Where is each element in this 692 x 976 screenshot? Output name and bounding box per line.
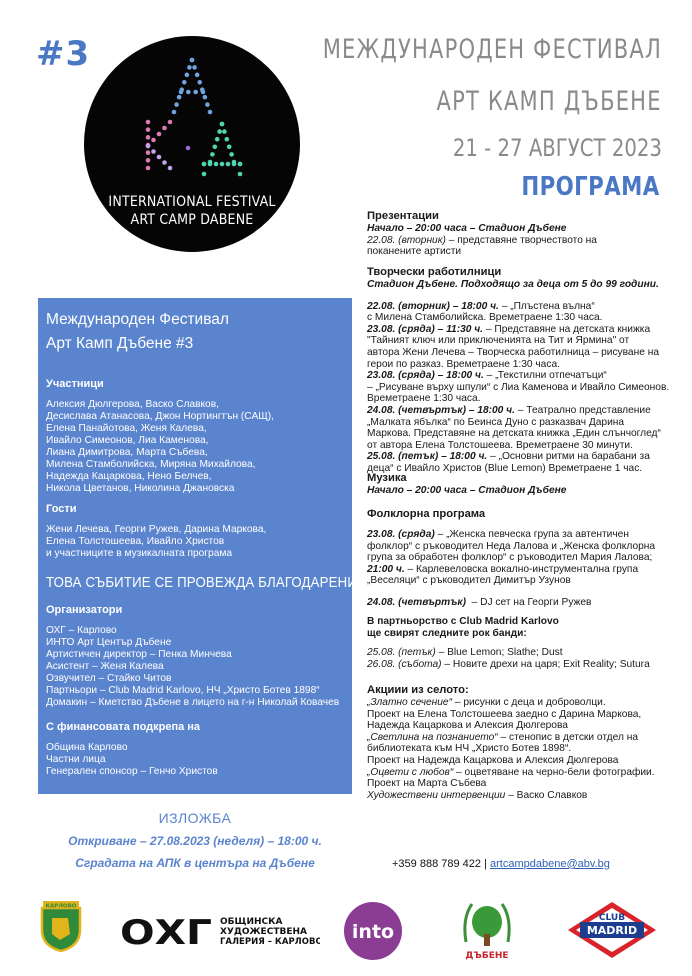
logo-dot: [210, 152, 215, 157]
logo-dot: [208, 110, 213, 115]
workshop-text: – Театрално представление: [517, 404, 651, 416]
rock-heading: ще свирят следните рок банди:: [367, 627, 527, 639]
panel-title-line1: Международен Фестивал: [46, 311, 229, 328]
folklore-date: 23.08. (сряда): [367, 529, 435, 540]
organizers-line: Озвучител – Стайко Читов: [46, 673, 172, 684]
presentations-date: 22.08. (вторник): [367, 234, 446, 246]
folklore-time: 21:00 ч.: [367, 563, 405, 575]
participants-list: [46, 399, 352, 495]
into-logo: [344, 902, 402, 960]
participants-line: Надежда Кацаркова, Нено Белчев,: [46, 471, 212, 482]
logo-dot: [203, 95, 208, 100]
guests-heading: Гости: [46, 503, 77, 515]
workshop-text: автора Жени Лечева – Творческа работилница – рисуване на: [367, 346, 660, 358]
action-title: „Златно сечение“: [367, 697, 452, 708]
logo-dot: [208, 162, 213, 167]
logo-text-line1: INTERNATIONAL FESTIVAL: [108, 194, 276, 210]
ohg-line2: ХУДОЖЕСТВЕНА: [220, 927, 307, 937]
dabene-label: ДЪБЕНЕ: [465, 951, 509, 961]
karlovo-crest-logo: [38, 900, 84, 952]
logo-dot: [177, 95, 182, 100]
guests-list: [46, 524, 352, 560]
logo-dot: [179, 90, 184, 95]
workshop-text: – „Основни ритми на барабани за: [490, 451, 650, 463]
workshop-date: 24.08. (четвъртък) – 18:00 ч.: [367, 404, 515, 416]
organizers-line: Асистент – Женя Калева: [46, 661, 164, 672]
contact-line: [392, 858, 610, 870]
logo-dot: [146, 144, 151, 149]
workshop-text: – „Рисуване върху шпули“ с Лиа Каменова и Ивайло Симеонов.: [367, 381, 670, 393]
organizers-line: Артистичен директор – Пенка Минчева: [46, 649, 232, 660]
action-text: Проект на Елена Толстошеева заедно с Дарина Маркова,: [367, 708, 642, 720]
organizers-line: Партньори – Club Madrid Karlovo, НЧ „Христо Ботев 1898“: [46, 685, 320, 696]
logo-dot: [229, 152, 234, 157]
ohg-line1: ОБЩИНСКА: [220, 917, 283, 927]
finance-line: Частни лица: [46, 754, 106, 765]
music-heading: Музика: [367, 472, 407, 484]
logo-dot: [232, 162, 237, 167]
exhibition-heading: ИЗЛОЖБА: [158, 810, 232, 826]
action-text: библиотеката към НЧ „Христо Ботев 1898“.: [367, 743, 572, 755]
rock-date: 26.08. (събота): [367, 658, 442, 670]
finance-list: [46, 742, 352, 778]
logo-dot: [151, 149, 156, 154]
action-text: – оцветяване на черно-бели фотографии.: [453, 766, 655, 778]
festival-title-line1: МЕЖДУНАРОДЕН ФЕСТИВАЛ: [322, 34, 662, 65]
logo-dot: [151, 138, 156, 143]
action-title: „Светлина на познанието“: [367, 731, 498, 743]
festival-title-line2: АРТ КАМП ДЪБЕНЕ: [436, 86, 662, 117]
guests-line: и участниците в музикалната програма: [46, 548, 233, 559]
folklore-text: – Карлевеловска вокално-инструментална група: [407, 563, 639, 575]
finance-line: Община Карлово: [46, 742, 128, 753]
participants-line: Алексия Дюлгерова, Васко Славков,: [46, 399, 219, 410]
logo-dot: [146, 135, 151, 140]
workshop-text: – Представяне на детската книжка: [485, 323, 651, 335]
presentations-text: – представяне творчеството на: [448, 234, 597, 246]
rock-text: – Новите дрехи на царя; Exit Reality; Sutura: [444, 658, 650, 670]
logo-dot: [146, 120, 151, 125]
logo-dot: [205, 102, 210, 107]
logo-dot: [222, 129, 227, 134]
participants-line: Никола Цветанов, Николина Джановска: [46, 483, 235, 494]
ohg-logo: [120, 914, 320, 948]
action-title: Художествени интервенции: [367, 789, 506, 801]
folklore-text: – „Женска певческа група за автентичен: [437, 529, 629, 540]
participants-line: Милена Стамболийска, Миряна Михайлова,: [46, 459, 256, 470]
music-start: Начало – 20:00 часа – Стадион Дъбене: [367, 485, 567, 496]
guests-line: Жени Лечева, Георги Ружев, Дарина Маркова,: [46, 524, 267, 535]
logo-dot: [146, 150, 151, 155]
presentations-section: [367, 210, 667, 258]
into-label: into: [351, 921, 395, 943]
logo-dot: [185, 73, 190, 78]
workshops-section: [367, 266, 670, 475]
music-section: [367, 472, 667, 497]
madrid-line2: MADRID: [586, 924, 638, 937]
madrid-line1: CLUB: [598, 913, 626, 923]
logo-dot: [157, 155, 162, 160]
rock-heading: В партньорство с Club Madrid Karlovo: [367, 616, 559, 627]
folklore-text: – DJ сет на Георги Ружев: [471, 596, 592, 608]
organizers-line: ИНТО Арт Център Дъбене: [46, 637, 172, 648]
organizers-line: Домакин – Кметство Дъбене в лицето на г-н Николай Ковачев: [46, 697, 340, 708]
logo-dot: [202, 172, 207, 177]
action-text: Надежда Кацаркова и Алексия Дюлгерова: [367, 720, 568, 732]
contact-email-link[interactable]: artcampdabene@abv.bg: [490, 858, 610, 870]
action-title: „Оцвети с любов“: [367, 766, 454, 778]
workshop-date: 22.08. (вторник) – 18:00 ч.: [367, 300, 499, 312]
logo-dot: [162, 160, 167, 165]
logo-dot: [146, 158, 151, 163]
workshop-text: "Тайният ключ или приключенията на Тит и Ярмина" от: [367, 335, 630, 347]
logo-dot: [186, 146, 191, 151]
participants-line: Елена Панайотова, Женя Калева,: [46, 423, 207, 434]
logo-dot: [238, 162, 243, 167]
folklore-text: група за обработен фолклор“ с ръководител Мария Лалова;: [367, 552, 653, 564]
folklore-heading: Фолклорна програма: [367, 508, 486, 520]
edition-number: #3: [36, 34, 91, 74]
logo-dot: [146, 127, 151, 132]
contact-separator: |: [484, 858, 487, 870]
thanks-heading: ТОВА СЪБИТИЕ СЕ ПРОВЕЖДА БЛАГОДАРЕНИЕ НА: [46, 574, 389, 591]
folklore-text: „Веселяци“ с ръководител Димитър Узунов: [367, 575, 571, 587]
finance-line: Генерален спонсор – Генчо Христов: [46, 766, 218, 777]
workshop-text: „Малката ябълка“ по Беинса Дуно с разказвач Дарина: [367, 416, 625, 428]
presentations-heading: Презентации: [367, 210, 439, 222]
logo-dot: [192, 65, 197, 70]
presentations-text: поканените артисти: [367, 246, 462, 258]
ohg-line3: ГАЛЕРИЯ – КАРЛОВО: [220, 937, 320, 947]
workshop-text: с Милена Стамболийска. Времетраене 1:30 часа.: [367, 312, 603, 324]
exhibition-place: Сградата на АПК в центъра на Дъбене: [75, 856, 315, 870]
club-madrid-logo: [566, 900, 658, 960]
participants-heading: Участници: [46, 378, 104, 390]
action-text: Проект на Марта Събева: [367, 778, 487, 790]
actions-heading: Акциии из селото:: [367, 684, 469, 696]
folklore-date: 24.08. (четвъртък): [367, 596, 466, 608]
guests-line: Елена Толстошеева, Ивайло Христов: [46, 536, 225, 547]
actions-section: [367, 684, 667, 801]
logo-dot: [197, 80, 202, 85]
logo-dot: [202, 162, 207, 167]
organizers-list: [46, 625, 352, 709]
action-text: Проект на Надежда Кацаркова и Алексия Дюлгерова: [367, 754, 619, 766]
contact-phone[interactable]: +359 888 789 422: [392, 858, 482, 870]
workshop-date: 23.08. (сряда) – 18:00 ч.: [367, 370, 484, 382]
rock-date: 25.08. (петък): [367, 647, 436, 659]
logo-dot: [215, 137, 220, 142]
panel-title-line2: Арт Камп Дъбене #3: [46, 335, 194, 352]
workshop-date: 25.08. (петък) – 18:00 ч.: [367, 451, 488, 463]
logo-dot: [162, 126, 167, 131]
logo-dot: [146, 166, 151, 171]
workshop-text: – „Текстилни отпечатъци“: [486, 370, 607, 382]
participants-line: Ивайло Симеонов, Лиа Каменова,: [46, 435, 209, 446]
logo-dot: [214, 162, 219, 167]
action-text: – Васко Славков: [505, 789, 588, 801]
logo-text-line2: ART CAMP DABENE: [130, 212, 254, 228]
workshop-text: герои по разказ. Времетраене 1:30 часа.: [367, 358, 560, 370]
logo-dot: [157, 132, 162, 137]
logo-dot: [168, 166, 173, 171]
logo-dot: [225, 137, 230, 142]
rock-section: [367, 616, 667, 670]
workshop-text: деца“ с Ивайло Христов (Blue Lemon) Времетраене 1 час.: [367, 462, 643, 474]
workshop-text: от автора Елена Толстошеева. Времетраене 30 минути.: [367, 439, 633, 451]
logo-dot: [182, 80, 187, 85]
action-text: – стенопис в детски отдел на: [497, 731, 639, 743]
workshop-date: 23.08. (сряда) – 11:30 ч.: [367, 323, 484, 335]
workshops-heading: Творчески работилници: [367, 266, 502, 278]
logo-dot: [193, 90, 198, 95]
logo-dot: [190, 58, 195, 63]
workshops-note: Стадион Дъбене. Подходящо за деца от 5 до 99 години.: [367, 279, 659, 290]
logo-dot: [220, 122, 225, 127]
festival-logo: [84, 36, 300, 252]
logo-dot: [227, 145, 232, 150]
logo-dot: [195, 73, 200, 78]
rock-text: – Blue Lemon; Slathe; Dust: [438, 647, 563, 659]
finance-heading: С финансовата подкрепа на: [46, 721, 201, 733]
logo-dot: [220, 162, 225, 167]
logo-dot: [201, 90, 206, 95]
logo-dot: [186, 90, 191, 95]
exhibition-opening: Откриване – 27.08.2023 (неделя) – 18:00 ч.: [68, 834, 322, 848]
folklore-section: [367, 508, 667, 609]
participants-line: Лиана Димитрова, Марта Събева,: [46, 447, 208, 458]
organizers-heading: Организатори: [46, 604, 123, 616]
action-text: – рисунки с деца и доброволци.: [452, 697, 606, 708]
logo-dot: [168, 120, 173, 125]
karlovo-label: КАРЛОВО: [45, 903, 77, 910]
dabene-logo: [458, 898, 516, 962]
logo-dot: [187, 65, 192, 70]
workshop-text: Маркова. Представяне на детската книжка „Един слънчоглед“: [367, 428, 661, 440]
ohg-mark: ОХГ: [120, 914, 212, 948]
folklore-text: фолклор“ с ръководител Неда Лалова и „Женска фолклорна: [367, 540, 656, 552]
logo-dot: [238, 172, 243, 177]
logo-dot: [174, 102, 179, 107]
logo-dot: [213, 145, 218, 150]
logo-dot: [172, 110, 177, 115]
presentations-start: Начало – 20:00 часа – Стадион Дъбене: [367, 223, 567, 234]
logo-dot: [226, 162, 231, 167]
organizers-line: ОХГ – Карлово: [46, 625, 117, 636]
festival-dates: 21 - 27 АВГУСТ 2023: [452, 134, 662, 162]
participants-line: Десислава Атанасова, Джон Нортингтън (САЩ),: [46, 411, 275, 422]
workshop-text: Времетраене 1:30 часа.: [367, 393, 481, 405]
program-heading: ПРОГРАМА: [521, 172, 660, 202]
workshop-text: – „Плъстена вълна“: [501, 300, 595, 312]
logo-dot: [217, 129, 222, 134]
